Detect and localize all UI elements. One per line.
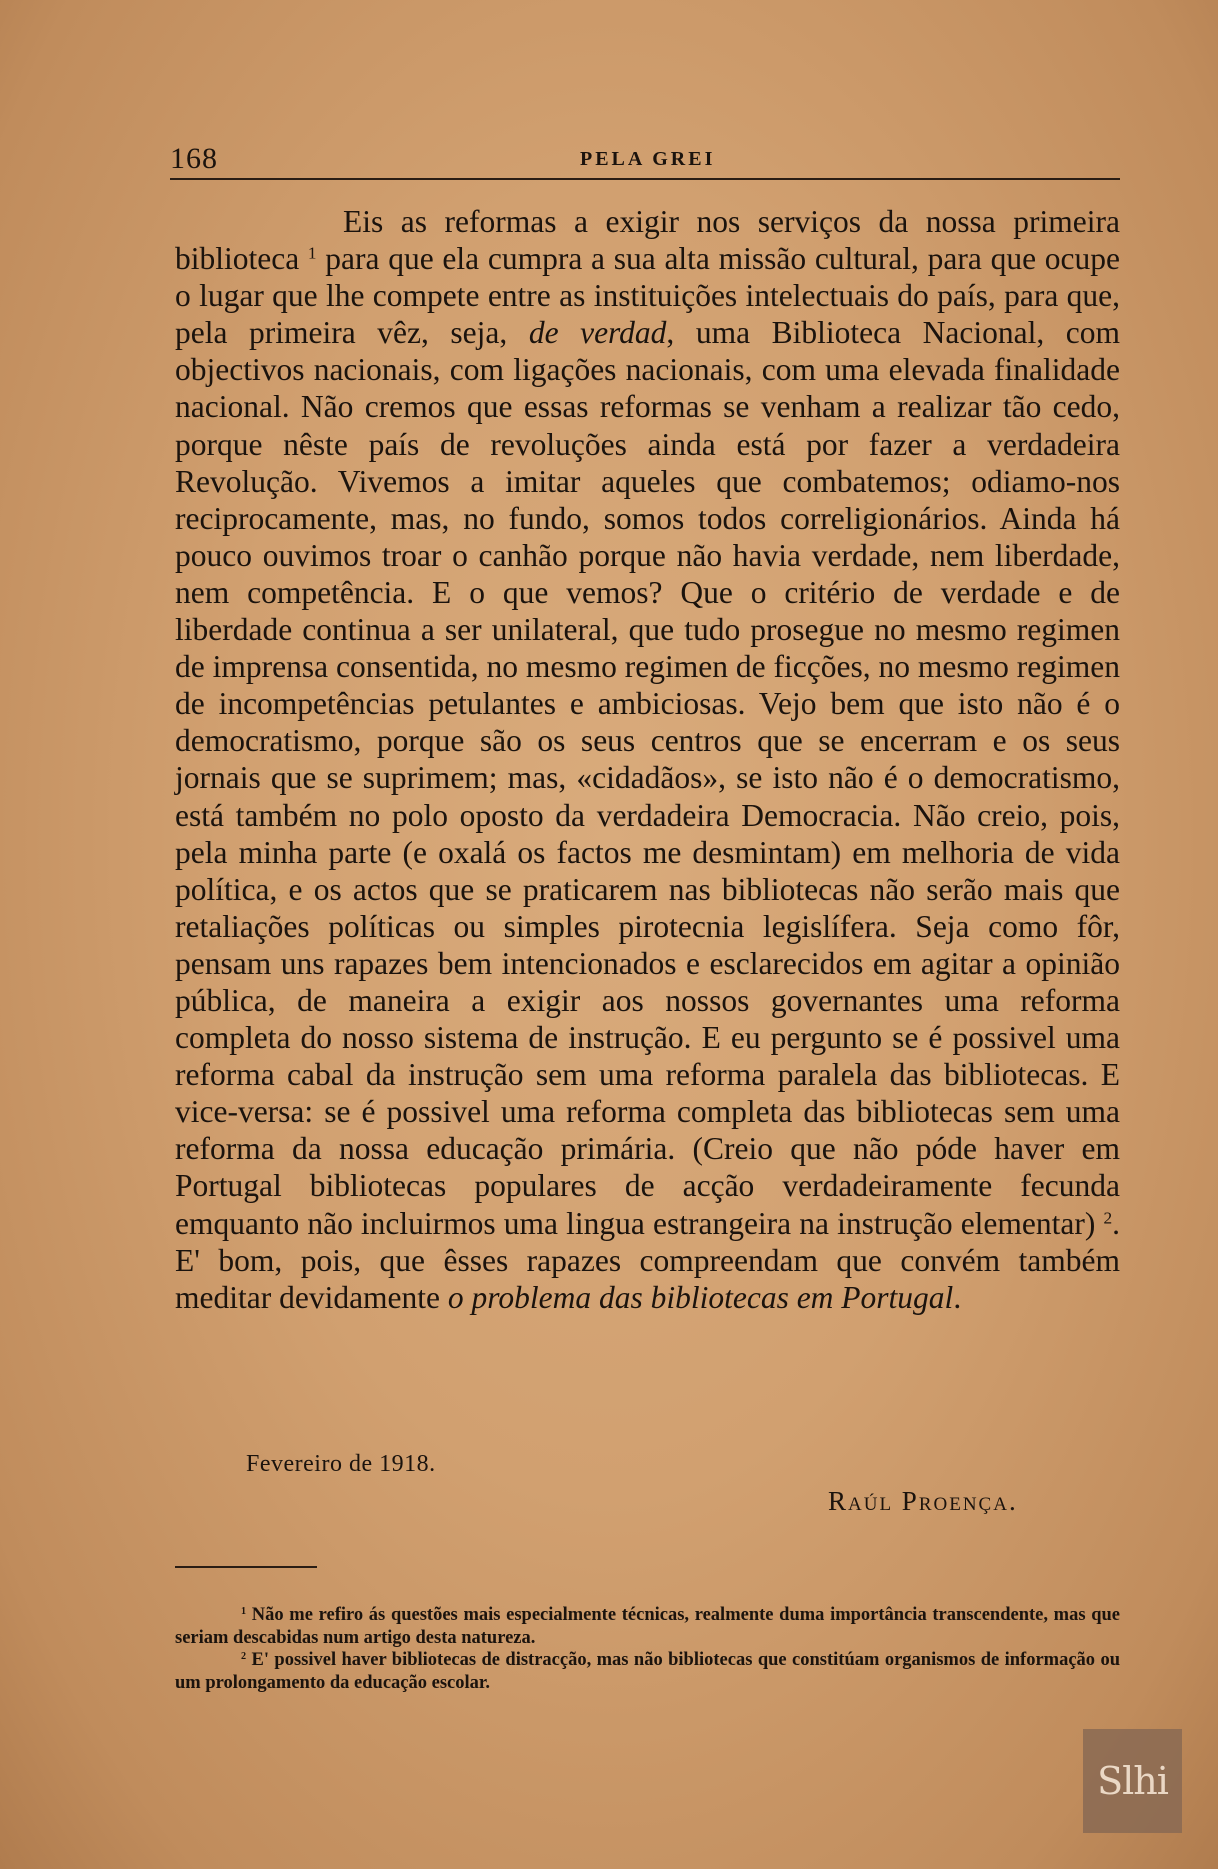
footnote-marker: 2	[241, 1650, 247, 1662]
author-signature: Raúl Proença.	[828, 1486, 1018, 1516]
body-text-run: , uma Biblioteca Nacional, com objectivos nacionais, com ligações nacionais, com uma elevada finalidade nacional. Não cremos que essas reformas se venham a realizar tão cedo, porque nêste país de revoluções ainda está por fazer a verdadeira Revolução. Vivemos a imitar aqueles que combatemos; odiamo-nos reciprocamente, mas, no fundo, somos todos correligionários. Ainda há pouco ouvimos troar o canhão porque não havia verdade, nem liberdade, nem competência. E o que vemos? Que o critério de verdade e de liberdade continua a ser unilateral, que tudo prosegue no mesmo regimen de imprensa consentida, no mesmo regimen de ficções, no mesmo regimen de incompetências petulantes e ambiciosas. Vejo bem que isto não é o democratismo, porque são os seus centros que se encerram e os seus jornais que se suprimem; mas, «cidadãos», se isto não é o democratismo, está também no polo oposto da verdadeira Democracia. Não creio, pois, pela minha parte (e oxalá os factos me desmintam) em melhoria de vida política, e os actos que se praticarem nas bibliotecas não serão mais que retaliações políticas ou simples pirotecnia legislífera. Seja como fôr, pensam uns rapazes bem intencionados e esclarecidos em agitar a opinião pública, de maneira a exigir aos nossos governantes uma reforma completa do nosso sistema de instrução. E eu pergunto se é possivel uma reforma cabal da instrução sem uma reforma paralela das bibliotecas. E vice-versa: se é possivel uma reforma completa das bibliotecas sem uma reforma da nossa educação primária. (Creio que não póde haver em Portugal bibliotecas populares de acção verdadeiramente fecunda emquanto não incluirmos uma lingua estrangeira na instrução elementar)	[175, 315, 1120, 1241]
page-number: 168	[170, 142, 218, 175]
footnote-text: E' possivel haver bibliotecas de distracção, mas não bibliotecas que constitúam organismos de informação ou um prolongamento da educação escolar.	[175, 1650, 1120, 1693]
header-rule	[170, 178, 1120, 180]
italic-title: o problema das bibliotecas em Portugal	[447, 1279, 954, 1315]
footnote-1	[175, 1604, 1120, 1649]
body-paragraph	[175, 203, 1120, 1316]
footnote-text: Não me refiro ás questões mais especialmente técnicas, realmente duma importância transcendente, mas que seriam descabidas num artigo desta natureza.	[175, 1605, 1120, 1648]
footnote-2	[175, 1649, 1120, 1694]
running-title: PELA GREI	[580, 148, 716, 170]
footnote-ref-2: 2	[1103, 1208, 1113, 1228]
footnote-marker: 1	[241, 1605, 247, 1617]
footnotes	[175, 1604, 1120, 1694]
body-text-run: Eis as reformas a exigir nos serviços da nossa primeira biblioteca	[175, 204, 1120, 277]
body-text-run: .	[953, 1279, 962, 1315]
body-text-run: para que ela cumpra a sua alta missão cultural, para que ocupe o lugar que lhe compete entre as instituições intelectuais do país, para que, pela primeira vêz, seja,	[175, 241, 1120, 351]
running-head	[170, 142, 1120, 178]
footnote-rule	[175, 1566, 317, 1568]
library-stamp	[1083, 1729, 1182, 1833]
footnote-ref-1: 1	[307, 243, 317, 263]
stamp-text: Slhi	[1097, 1759, 1168, 1803]
dateline: Fevereiro de 1918.	[246, 1451, 436, 1477]
body-text-run: . E' bom, pois, que êsses rapazes compreendam que convém também meditar devidamente	[175, 1205, 1120, 1315]
italic-phrase: de verdad	[528, 315, 667, 351]
